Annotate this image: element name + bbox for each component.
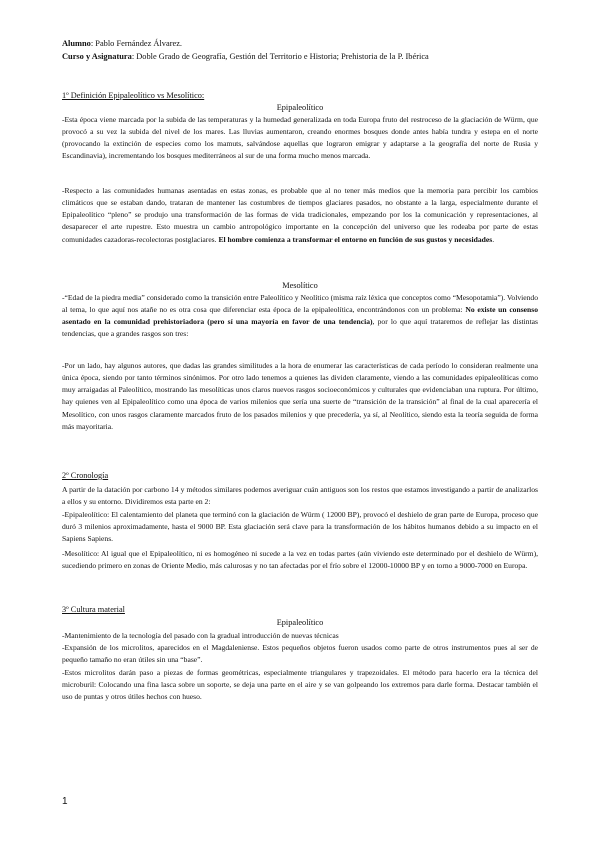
section-1-subtitle-epipaleolitico: Epipaleolítico — [276, 103, 324, 112]
section-3-title: 3º Cultura material — [62, 605, 125, 614]
page-number: 1 — [62, 796, 68, 807]
section-1-paragraph-2 — [62, 185, 538, 246]
section-2-paragraph-3: -Mesolítico: Al igual que el Epipaleolítico, ni es homogéneo ni sucede a la vez en todas partes (aún viviendo este determinado por el deshielo de Würm), sucediendo primero en zonas de Oriente Medio, más calurosas y no tan afectadas por el frío sobre el 12000-10000 BP y en torno a 9000-7000 en Europa. — [62, 549, 538, 571]
course-line — [62, 51, 429, 62]
student-label: Alumno — [62, 39, 91, 48]
paragraph-3-text-b: , por lo que aquí trataremos de reflejar las distintas tendencias, que a grandes rasgos son tres: — [62, 317, 539, 339]
section-1-paragraph-3 — [62, 292, 538, 341]
paragraph-2-bold: El hombre comienza a transformar el entorno en función de sus gustos y necesidades — [218, 234, 493, 244]
section-2-title: 2º Cronología — [62, 471, 109, 480]
section-1-paragraph-1: -Esta época viene marcada por la subida de las temperaturas y la humedad generalizada en toda Europa fruto del restroceso de la glaciación de Würm, que provocó a su vez la subida del nivel de los mares. Las lluvias aumentaron, creando enormes bosques donde antes había tundra y estepa en el norte (provocando la extinción de especies como los mamuts, salvándose aquellas que lograron emigrar y adaptarse a la geografía del norte de Rusia y Escandinavia), incrementando los bosques mediterráneos al sur de una forma mucho menos marcada. — [62, 115, 538, 161]
course-label: Curso y Asignatura — [62, 52, 132, 61]
paragraph-3-bold: No existe un consenso asentado en la comunidad prehistoriadora (pero sí una mayoría en favor de una tendencia) — [62, 305, 539, 327]
paragraph-2-text: -Respecto a las comunidades humanas asentadas en estas zonas, es probable que al no tener más medios que la memoria para percibir los cambios climáticos que se estaban dando, trataran de mantener las costumbres de tiempos glaciares pasados, no obstante a la larga, especialmente durante el Epipaleolítico “pleno” se produjo una transformación de las formas de vida tradicionales, empezando por los la comunicación y representaciones, al desaparecer el arte rupestre. Esto muestra un cambio antropológico importante en la concepción del universo que les rodeaba por parte de estas comunidades cazadoras-recolectoras postglaciares. — [62, 186, 538, 244]
section-1-paragraph-4: -Por un lado, hay algunos autores, que dadas las grandes similitudes a la hora de enumerar las características de cada período lo consideran realmente una única época, siendo por tanto términos sinónimos. Por otro lado tenemos a quienes las dividen claramente, viendo a las comunidades epipaleolíticas como muy arraigadas al Paleolítico, mostrando las mesolíticas unos claros nuevos rasgos socioeconómicos y culturales que evidenciaban una ruptura. Por último, hay quienes ven al Epipaleolítico como una época de varios milenios que sería una suerte de “transición de la transición” al final de la cual aparecería el Mesolítico, con unos rasgos claramente marcados fruto de los pasados milenios y que precedería, ya sí, al Neolítico, siendo esta la teoría seguida de forma más mayoritaria. — [62, 361, 538, 431]
section-1-subtitle-mesolitico: Mesolítico — [282, 281, 318, 290]
section-3-paragraph-1: -Mantenimiento de la tecnología del pasado con la gradual introducción de nuevas técnicas — [62, 631, 339, 640]
section-2-paragraph-1: A partir de la datación por carbono 14 y métodos similares podemos averiguar cuán antiguos son los restos que estamos investigando a partir de analizarlos a ellos y su entorno. Dividiremos esta parte en 2: — [62, 485, 538, 507]
course-value: : Doble Grado de Geografía, Gestión del Territorio e Historia; Prehistoria de la P. Ibérica — [131, 52, 429, 61]
section-3-subtitle-epipaleolitico: Epipaleolítico — [276, 618, 324, 627]
paragraph-2-end: . — [492, 234, 495, 244]
section-3-paragraph-3: -Estos microlitos darán paso a piezas de formas geométricas, especialmente triangulares y trapezoidales. El método para hacerlo era la técnica del microburil: Colocando una fina lasca sobre un soporte, se deja una parte en el aire y se van golpeando los extremos para darle forma. Destacar también el uso de puntas y otros útiles hechos con hueso. — [62, 668, 538, 702]
paragraph-3-text-a: -“Edad de la piedra media” considerado como la transición entre Paleolítico y Neolítico (misma raíz léxica que conceptos como “Mesopotamia”). Volviendo al tema, lo que aquí nos atañe no es otra cosa que diferenciar esta época de la epipaleolítica, encontrándonos con un problema: — [62, 293, 538, 315]
student-line — [62, 38, 182, 49]
section-2-paragraph-2: -Epipaleolítico: El calentamiento del planeta que terminó con la glaciación de Würm ( 12000 BP), provocó el deshielo de gran parte de Europa, proceso que duró 3 milenios aproximadamente, hasta el 9000 BP. Esta glaciación será clave para la transformación de los hábitos humanos debido a su impacto en el Sapiens Sapiens. — [62, 510, 538, 544]
section-3-paragraph-2: -Expansión de los microlitos, aparecidos en el Magdaleniense. Estos pequeños objetos fueron usados como parte de otros instrumentos pues al ser de pequeño tamaño no eran útiles sin una “base”. — [62, 643, 538, 665]
section-1-title: 1º Definición Epipaleolítico vs Mesolítico: — [62, 91, 205, 100]
student-value: : Pablo Fernández Álvarez. — [90, 39, 183, 48]
